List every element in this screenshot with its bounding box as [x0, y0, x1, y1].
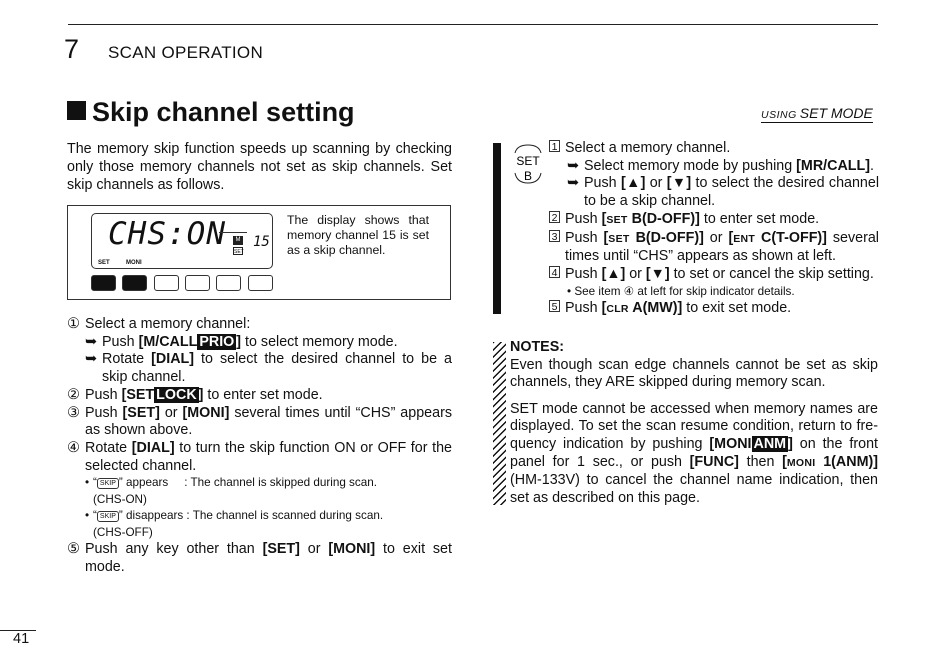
step-3: ③ Push [SET] or [MONI] several times until “CHS” appears as shown above. — [67, 404, 452, 439]
keypad-key — [122, 275, 147, 291]
set-b-key-icon — [513, 143, 543, 185]
intro-paragraph: The memory skip function speeds up scanning by checking only those memory channels not set as skip channels. Set skip channels as follows. — [67, 141, 452, 193]
rstep-4-note: • See item ④ at left for skip indicator details. — [567, 284, 795, 298]
note-1: Even though scan edge channels cannot be set as skip channels, they ARE skipped during memory scan. — [510, 356, 878, 391]
prio-key-label: PRIO — [199, 333, 235, 350]
using-set-mode-tag — [761, 105, 873, 123]
step-number-box: 1 — [549, 140, 560, 152]
keypad-key — [248, 275, 273, 291]
step-5: ⑤ Push any key other than [SET] or [MONI] to exit set mode. — [67, 541, 452, 576]
display-caption: The display shows that memory channel 15 is set as a skip channel. — [287, 213, 429, 257]
keypad-key — [185, 275, 210, 291]
step-2: ② Push [SET LOCK ] to enter set mode. — [67, 386, 323, 403]
square-bullet-icon — [67, 101, 86, 120]
lcd-moni-label: MONI — [126, 260, 142, 266]
skip-appears-note: • “ SKIP ” appears : The channel is skipped during scan. (CHS-ON) — [85, 476, 377, 506]
lcd-skip-icon: SET — [234, 249, 244, 255]
lcd-channel-number: 15 — [253, 234, 270, 250]
notes-title: NOTES: — [510, 339, 565, 355]
notes-hatch-bar — [493, 342, 506, 505]
step-1b: ➥ Rotate [DIAL] to select the desired channel to be a skip channel. — [85, 351, 452, 386]
skip-disappears-note: • “ SKIP ” disappears : The channel is scanned during scan. (CHS-OFF) — [85, 509, 384, 539]
rstep-1a: ➥ Select memory mode by pushing [MR/CALL]. — [567, 157, 875, 174]
set-icon-line2: B — [523, 169, 533, 183]
step-4: ④ Rotate [DIAL] to turn the skip function ON or OFF for the selected channel. — [67, 439, 452, 474]
vertical-bar — [493, 143, 501, 314]
step-text: Select a memory channel: — [85, 316, 251, 332]
lcd-set-label: SET — [98, 260, 110, 266]
keypad-key — [216, 275, 241, 291]
arrow-icon: ➥ — [567, 157, 579, 174]
rstep-5: 5 Push [CLR A(MW)] to exit set mode. — [549, 300, 879, 319]
note-2: SET mode cannot be accessed when memory names are displayed. To set the scan resume condition, return to fre-quency indication by pushing [MONI ANM ] on the front panel for 1 sec., or push [FUNC] then [MONI 1(ANM)] (HM-133V) to cancel the channel name indication, then set as described on this page. — [510, 400, 878, 506]
set-icon-line1: SET — [516, 154, 540, 168]
lock-key-label: LOCK — [156, 386, 197, 403]
notes-block — [510, 339, 878, 507]
step-1a: ➥ Push [M/CALL PRIO ] to select memory mode. — [85, 333, 398, 350]
section-title — [67, 97, 355, 128]
skip-icon: SKIP — [97, 511, 119, 522]
right-steps — [549, 140, 879, 319]
arrow-icon: ➥ — [85, 333, 97, 350]
rstep-1: 1 Select a memory channel. — [549, 140, 879, 158]
chapter-number: 7 — [64, 34, 80, 64]
header-rule — [68, 24, 878, 25]
keypad-key — [154, 275, 179, 291]
rstep-2: 2 Push [SET B(D-OFF)] to enter set mode. — [549, 211, 879, 230]
step-number: ① — [67, 316, 80, 332]
keypad-key — [91, 275, 116, 291]
using-label: USING — [761, 109, 797, 121]
rstep-4: 4 Push [▲] or [▼] to set or cancel the skip setting. — [549, 266, 879, 284]
lcd-m-icon: M — [233, 236, 243, 245]
left-steps — [67, 316, 452, 577]
lcd-text: CHS:ON — [108, 216, 226, 252]
arrow-icon: ➥ — [85, 351, 97, 368]
lcd-bar — [219, 232, 247, 233]
skip-icon: SKIP — [97, 478, 119, 489]
anm-key-label: ANM — [753, 435, 787, 452]
chapter-title: SCAN OPERATION — [108, 43, 264, 62]
step-1 — [67, 316, 452, 334]
arrow-icon: ➥ — [567, 175, 579, 192]
rstep-3: 3 Push [SET B(D-OFF)] or [ENT C(T-OFF)] several times until “CHS” appears as shown at left. — [549, 230, 879, 266]
rstep-1b: ➥ Push [▲] or [▼] to select the desired channel to be a skip channel. — [567, 175, 880, 210]
section-title-text: Skip channel setting — [92, 97, 355, 127]
set-mode-label: SET MODE — [799, 105, 873, 121]
page-number: 41 — [0, 630, 36, 647]
